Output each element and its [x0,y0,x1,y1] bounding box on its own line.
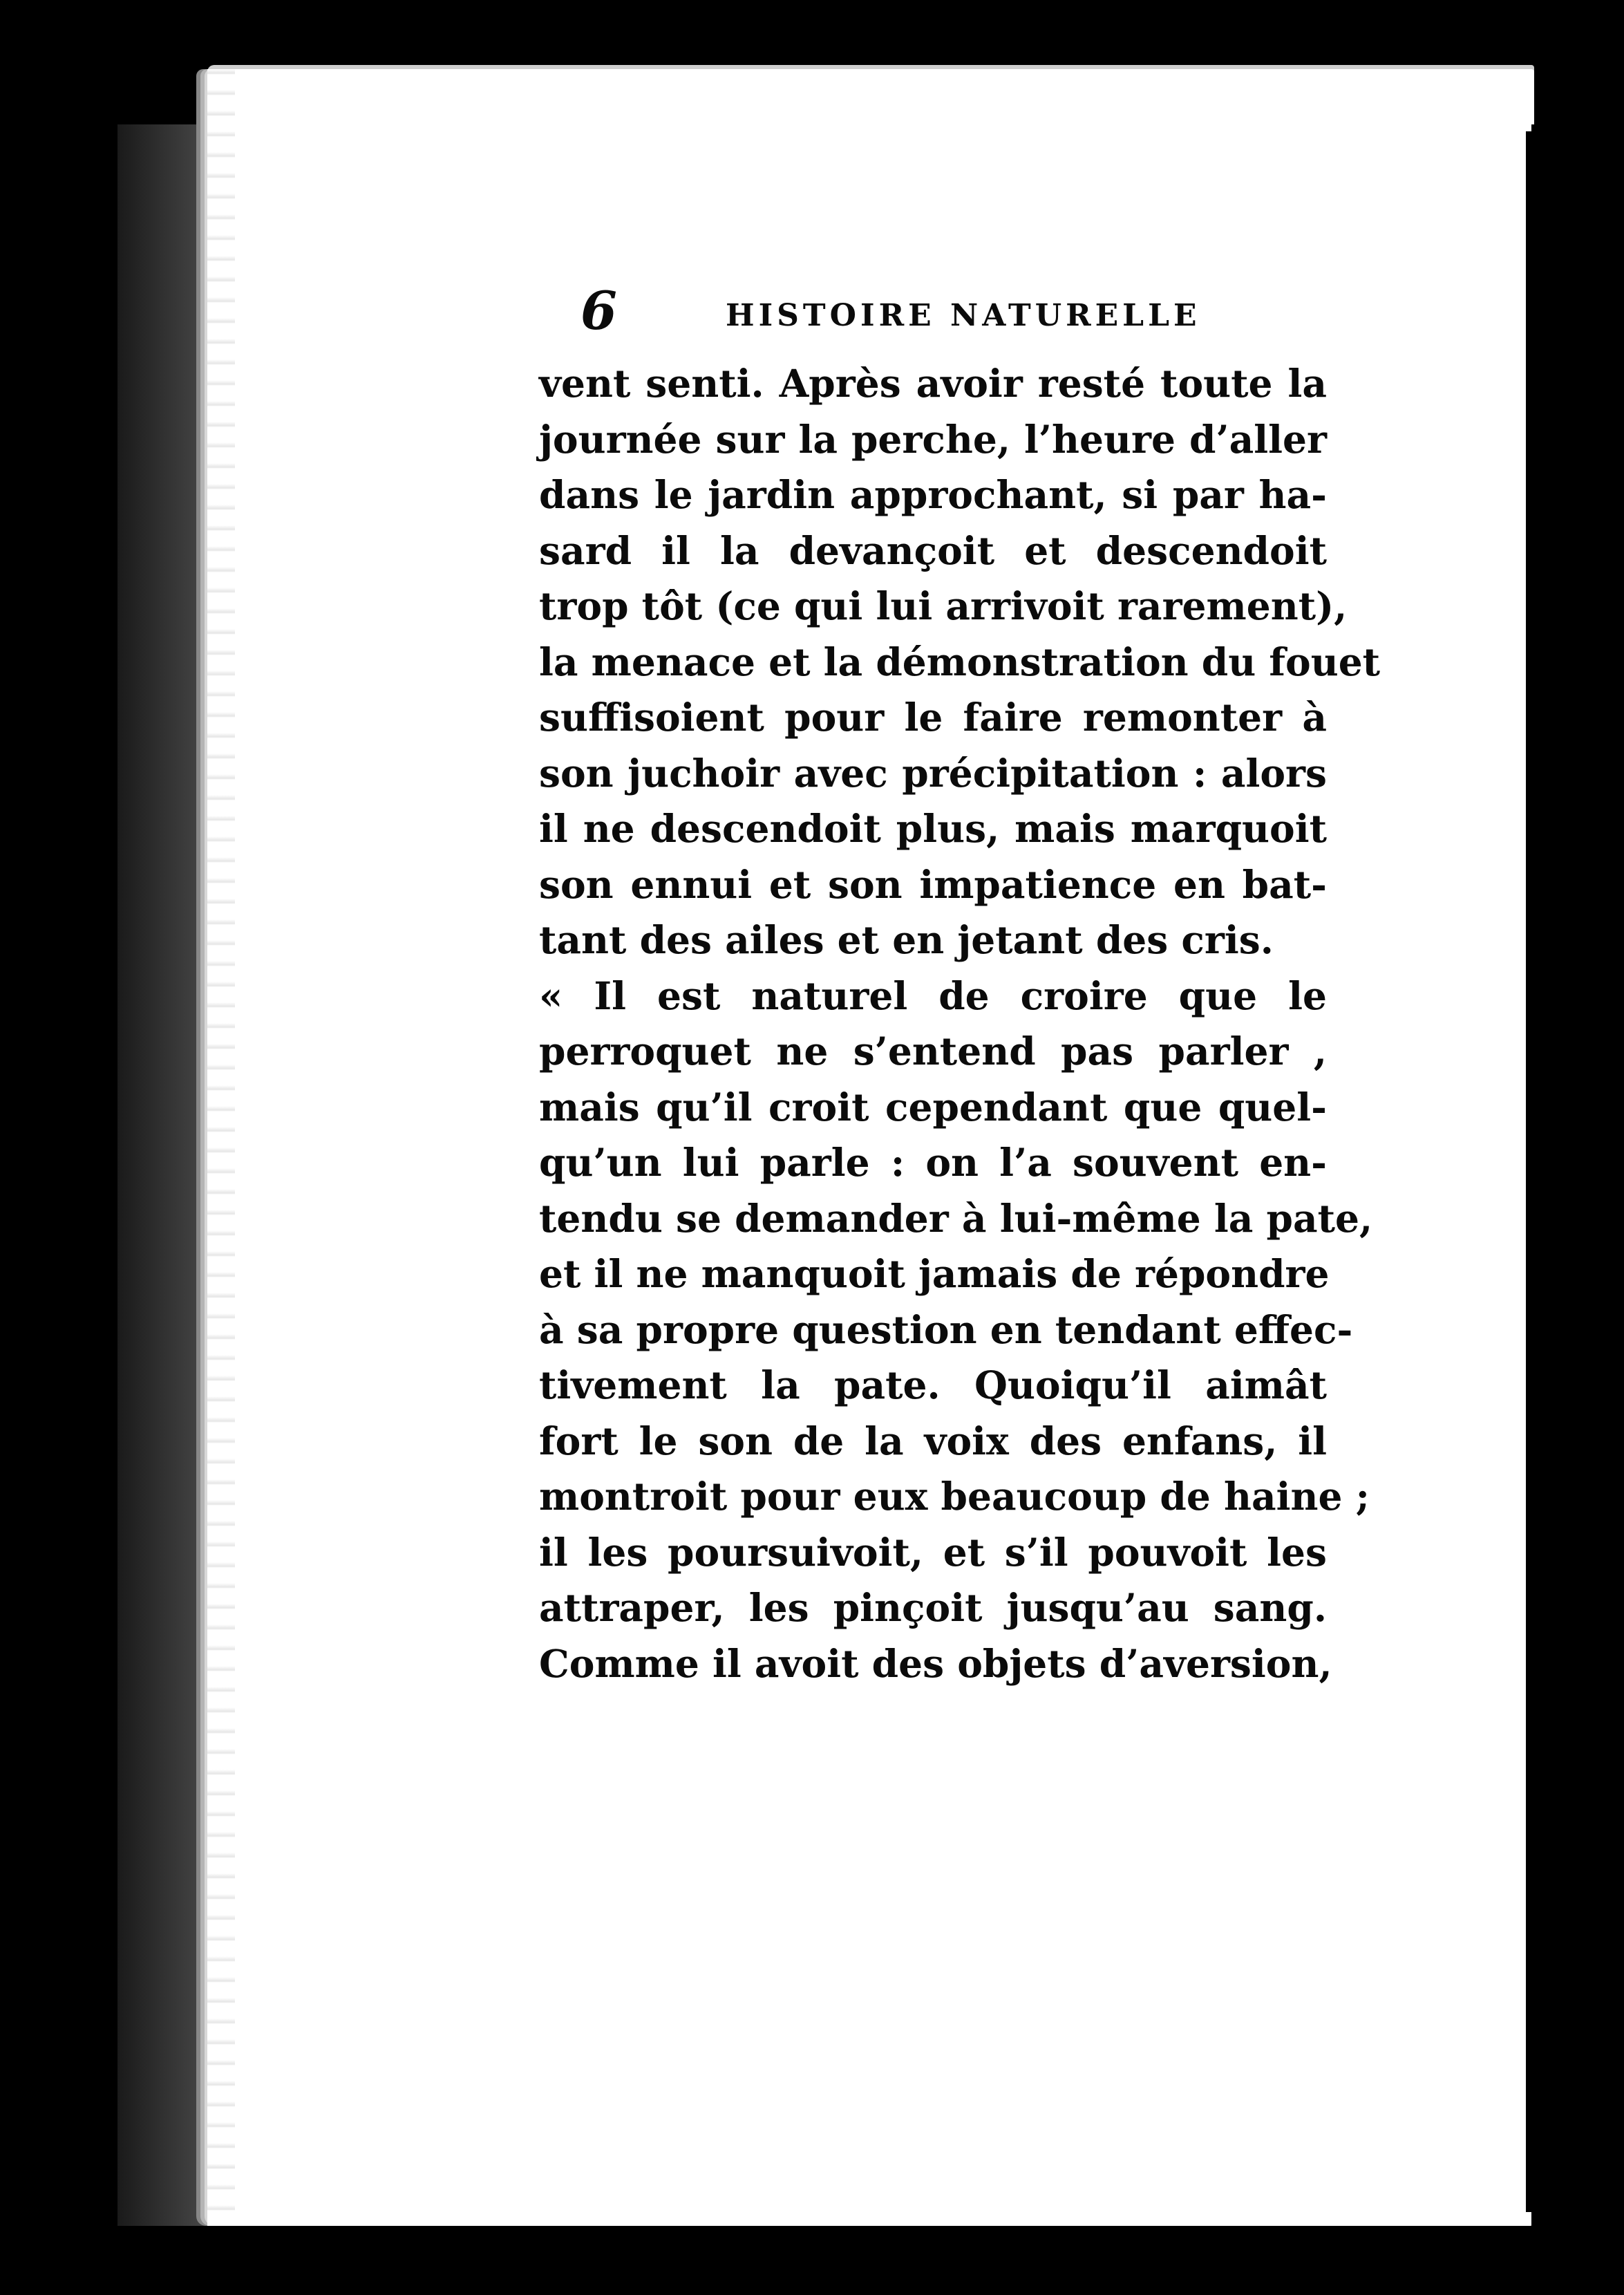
page-deckled-edge [207,69,235,2226]
text-line: tant des ailes et en jetant des cris. [539,917,1274,962]
text-line: il ne descendoit plus, mais marquoit [539,806,1327,851]
text-line: vent senti. Après avoir resté toute la [539,361,1327,406]
text-line: à sa propre question en tendant effec- [539,1306,1353,1352]
text-line: et il ne manquoit jamais de répondre [539,1251,1330,1296]
text-line: suffisoient pour le faire remonter à [539,695,1327,740]
text-line: trop tôt (ce qui lui arrivoit rarement), [539,583,1348,628]
text-line: « Il est naturel de croire que le [539,973,1327,1018]
page-number: 6 [580,280,617,341]
scan-background-strip [1531,124,1624,2226]
text-line: il les poursuivoit, et s’il pouvoit les [539,1529,1327,1575]
text-line: sard il la devançoit et descendoit [539,527,1327,573]
running-title: HISTOIRE NATURELLE [726,298,1201,333]
text-line: tivement la pate. Quoiqu’il aimât [539,1362,1327,1407]
text-line: montroit pour eux beaucoup de haine ; [539,1474,1370,1519]
text-line: mais qu’il croit cependant que quel- [539,1084,1327,1130]
text-line: fort le son de la voix des enfans, il [539,1418,1327,1463]
page-fore-edge [1526,131,1531,2212]
text-line: son ennui et son impatience en bat- [539,861,1327,907]
body-text [539,356,1381,1692]
text-line: son juchoir avec précipitation : alors [539,750,1327,796]
text-line: dans le jardin approchant, si par ha- [539,472,1327,517]
text-line: qu’un lui parle : on l’a souvent en- [539,1140,1327,1185]
page-text-block [539,280,1381,1692]
text-line: journée sur la perche, l’heure d’aller [539,416,1327,462]
page-header [539,280,1341,356]
text-line: attraper, les pinçoit jusqu’au sang. [539,1585,1327,1630]
text-line: tendu se demander à lui-même la pate, [539,1195,1373,1241]
text-line: la menace et la démonstration du fouet [539,639,1381,684]
text-line: Comme il avoit des objets d’aversion, [539,1640,1332,1686]
text-line: perroquet ne s’entend pas parler , [539,1029,1327,1074]
